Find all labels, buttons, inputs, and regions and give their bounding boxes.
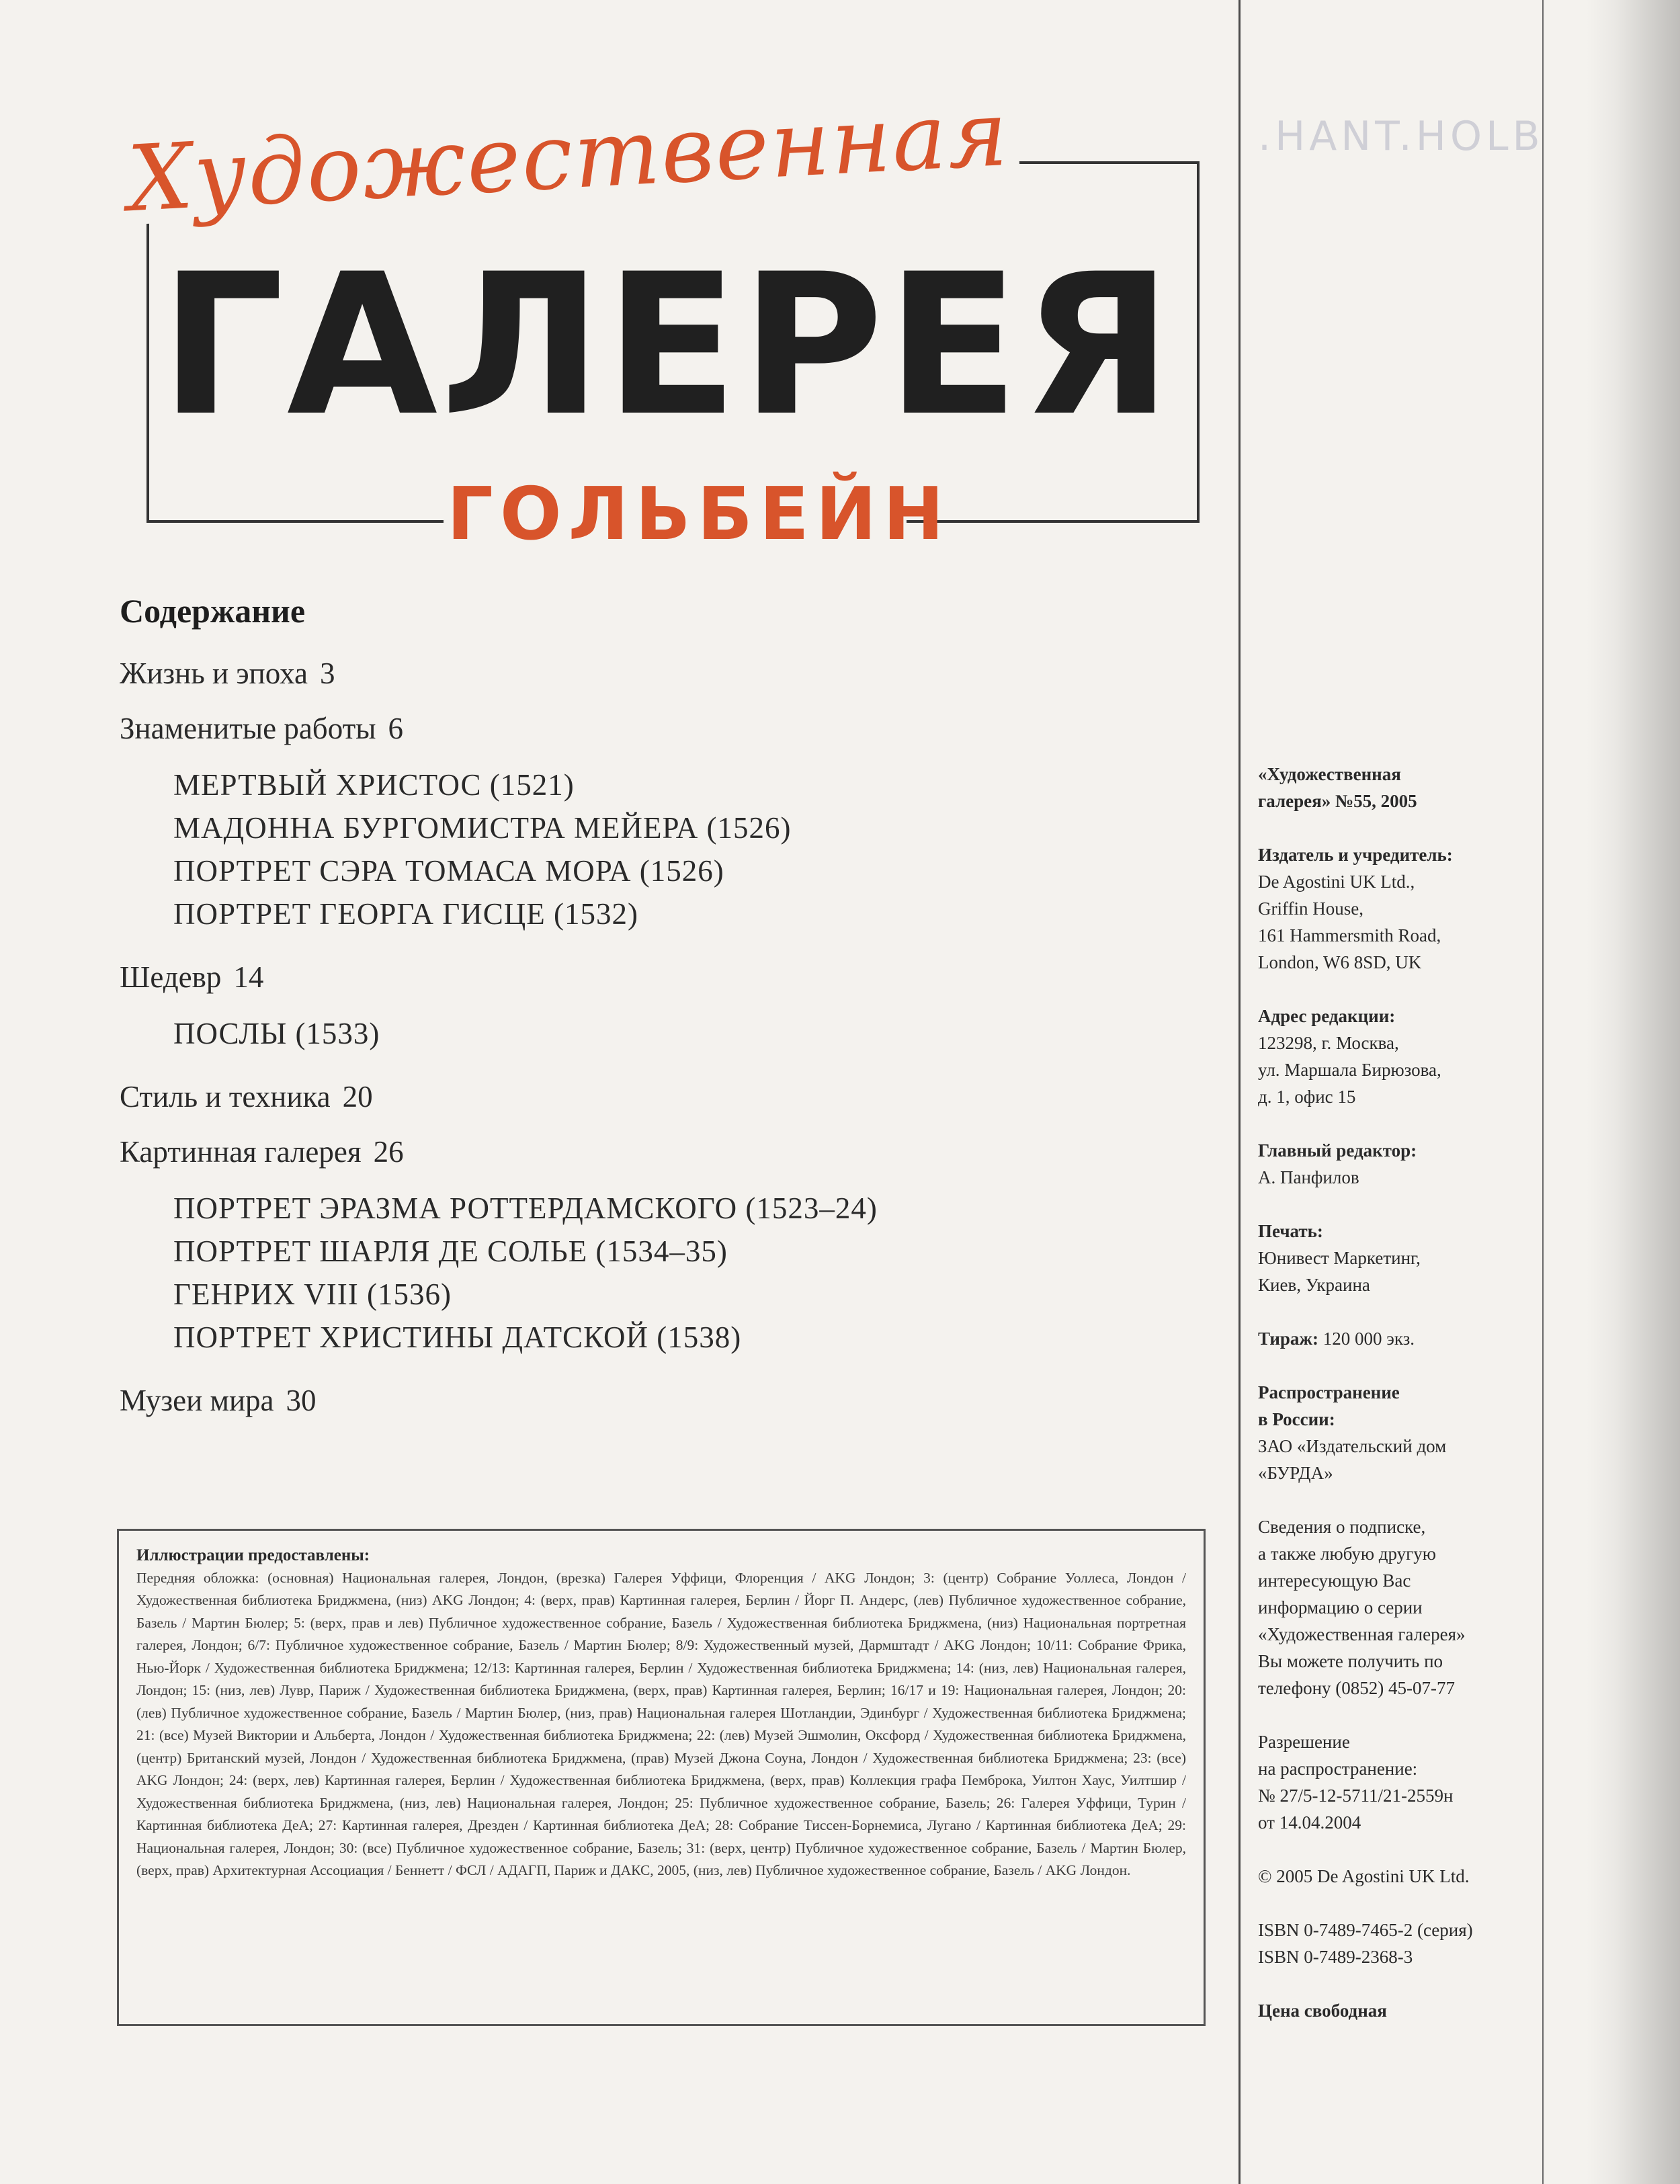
imprint-column bbox=[1258, 761, 1527, 2051]
work-title: ПОРТРЕТ ЭРАЗМА РОТТЕРДАМСКОГО (1523–24) bbox=[173, 1191, 878, 1225]
imprint-heading: Печать: bbox=[1258, 1221, 1323, 1241]
section-title: Картинная галерея bbox=[120, 1135, 362, 1169]
imprint-heading: в России: bbox=[1258, 1409, 1335, 1429]
imprint-block bbox=[1258, 1728, 1527, 1836]
imprint-line: Киев, Украина bbox=[1258, 1275, 1370, 1295]
section-page-number: 6 bbox=[388, 712, 404, 745]
imprint-line: De Agostini UK Ltd., bbox=[1258, 872, 1415, 892]
section-page-number: 30 bbox=[286, 1384, 317, 1417]
imprint-line: ISBN 0-7489-2368-3 bbox=[1258, 1947, 1413, 1967]
imprint-heading: Распространение bbox=[1258, 1382, 1400, 1402]
section-title: Знаменитые работы bbox=[120, 712, 376, 745]
imprint-line: информацию о серии bbox=[1258, 1597, 1423, 1618]
imprint-block bbox=[1258, 1997, 1527, 2024]
contents-section bbox=[120, 1383, 1168, 1418]
imprint-line: London, W6 8SD, UK bbox=[1258, 952, 1422, 972]
section-page-number: 14 bbox=[233, 960, 264, 994]
imprint-line: 161 Hammersmith Road, bbox=[1258, 925, 1441, 946]
imprint-block bbox=[1258, 1003, 1527, 1110]
contents-heading: Содержание bbox=[120, 592, 306, 630]
section-works bbox=[173, 1012, 1168, 1055]
imprint-block bbox=[1258, 761, 1527, 814]
imprint-line: Юнивест Маркетинг, bbox=[1258, 1248, 1421, 1268]
imprint-line: Разрешение bbox=[1258, 1732, 1350, 1752]
masthead-frame-bottom-left bbox=[146, 520, 444, 523]
credits-heading: Иллюстрации предоставлены: bbox=[136, 1546, 370, 1564]
contents-section bbox=[120, 1079, 1168, 1114]
imprint-line: телефону (0852) 45-07-77 bbox=[1258, 1678, 1455, 1698]
imprint-line: д. 1, офис 15 bbox=[1258, 1087, 1356, 1107]
masthead-frame-right bbox=[1197, 161, 1200, 523]
imprint-heading: «Художественная bbox=[1258, 764, 1401, 784]
imprint-line: ул. Маршала Бирюзова, bbox=[1258, 1060, 1441, 1080]
contents-section bbox=[120, 1134, 1168, 1169]
work-title: МЕРТВЫЙ ХРИСТОС (1521) bbox=[173, 768, 575, 802]
section-works bbox=[173, 763, 1168, 935]
work-title: ГЕНРИХ VIII (1536) bbox=[173, 1277, 452, 1311]
imprint-line: а также любую другую bbox=[1258, 1544, 1436, 1564]
section-page-number: 26 bbox=[373, 1135, 404, 1169]
imprint-line: от 14.04.2004 bbox=[1258, 1812, 1361, 1833]
section-works bbox=[173, 1187, 1168, 1359]
imprint-heading: галерея» №55, 2005 bbox=[1258, 791, 1417, 811]
imprint-line: интересующую Вас bbox=[1258, 1570, 1411, 1591]
library-stamp: .HANT.HOLB bbox=[1258, 113, 1544, 160]
section-title: Стиль и техника bbox=[120, 1080, 331, 1114]
section-page-number: 20 bbox=[342, 1080, 373, 1114]
imprint-block bbox=[1258, 1218, 1527, 1298]
imprint-heading: Тираж: 120 000 экз. bbox=[1258, 1329, 1415, 1349]
contents-section bbox=[120, 656, 1168, 691]
imprint-line: Вы можете получить по bbox=[1258, 1651, 1443, 1671]
column-divider bbox=[1238, 0, 1241, 2184]
work-title: ПОРТРЕТ СЭРА ТОМАСА МОРА (1526) bbox=[173, 854, 724, 888]
imprint-block bbox=[1258, 1379, 1527, 1486]
imprint-line: А. Панфилов bbox=[1258, 1167, 1359, 1187]
imprint-line: Griffin House, bbox=[1258, 898, 1363, 919]
contents-list bbox=[120, 656, 1168, 1418]
imprint-line: «БУРДА» bbox=[1258, 1463, 1333, 1483]
imprint-block bbox=[1258, 1513, 1527, 1702]
masthead-artist: ГОЛЬБЕЙН bbox=[447, 472, 951, 556]
section-title: Шедевр bbox=[120, 960, 222, 994]
illustration-credits bbox=[117, 1529, 1206, 2026]
section-title: Жизнь и эпоха bbox=[120, 657, 308, 690]
imprint-block bbox=[1258, 1137, 1527, 1191]
page-edge-line bbox=[1542, 0, 1544, 2184]
imprint-line: ISBN 0-7489-7465-2 (серия) bbox=[1258, 1920, 1473, 1940]
work-title: МАДОННА БУРГОМИСТРА МЕЙЕРА (1526) bbox=[173, 811, 792, 845]
imprint-inline-value: 120 000 экз. bbox=[1318, 1329, 1415, 1349]
credits-text: Передняя обложка: (основная) Национальная галерея, Лондон, (врезка) Галерея Уффици, Флоренция / AKG Лондон; 3: (центр) Собрание Уоллеса, Лондон / Художественная библиотека Бриджмена, (низ) AKG Лондон; 4: (верх, прав) Картинная галерея, Берлин / Йорг П. Андерс, (лев) Публичное художественное собрание, Базель / Мартин Бюлер; 5: (верх, прав и лев) Публичное художественное собрание, Базель / Художественная библиотека Бриджмена, (низ) Национальная портретная галерея, Лондон; 6/7: Публичное художественное собрание, Базель / Мартин Бюлер; 8/9: Художественный музей, Дармштадт / AKG Лондон; 10/11: Собрание Фрика, Нью-Йорк / Художественная библиотека Бриджмена; 12/13: Картинная галерея, Берлин / Художественная библиотека Бриджмена; 14: (низ, лев) Национальная галерея, Лондон; 15: (низ, лев) Лувр, Париж / Художественная библиотека Бриджмена, (верх, прав) Картинная галерея, Берлин; 16/17 и 19: Национальная галерея, Лондон; 20: (лев) Публичное художественное собрание, Базель / Мартин Бюлер, (низ, прав) Национальная галерея Шотландии, Эдинбург / Художественная библиотека Бриджмена; 21: (все) Музей Виктории и Альберта, Лондон / Художественная библиотека Бриджмена; 22: (лев) Музей Эшмолин, Оксфорд / Художественная библиотека Бриджмена, (центр) Британский музей, Лондон / Художественная библиотека Бриджмена, (прав) Музей Джона Соуна, Лондон / Художественная библиотека Бриджмена; 23: (все) AKG Лондон; 24: (верх, лев) Картинная галерея, Берлин / Художественная библиотека Бриджмена, (верх, прав) Коллекция графа Пемброка, Уилтон Хаус, Уилтшир / Художественная библиотека Бриджмена, (низ, лев) Национальная галерея, Лондон; 25: Публичное художественное собрание, Базель; 26: Галерея Уффици, Турин / Картинная библиотека ДеА; 27: Картинная галерея, Дрезден / Картинная библиотека ДеА; 28: Собрание Тиссен-Борнемиса, Лугано / Картинная библиотека ДеА; 29: Национальная галерея, Лондон; 30: (все) Публичное художественное собрание, Базель; 31: (верх, центр) Публичное художественное собрание, Базель / Мартин Бюлер, (верх, прав) Архитектурная Ассоциация / Беннетт / ФСЛ / АДАГП, Париж и ДАКС, 2005, (низ, лев) Публичное художественное собрание, Базель / AKG Лондон. bbox=[136, 1569, 1186, 1878]
imprint-line: © 2005 De Agostini UK Ltd. bbox=[1258, 1866, 1470, 1886]
work-title: ПОРТРЕТ ХРИСТИНЫ ДАТСКОЙ (1538) bbox=[173, 1320, 742, 1354]
table-of-contents bbox=[120, 591, 1168, 1438]
imprint-block bbox=[1258, 1917, 1527, 1970]
imprint-line: «Художественная галерея» bbox=[1258, 1624, 1466, 1644]
page-edge-shadow bbox=[1586, 0, 1680, 2184]
imprint-block bbox=[1258, 1863, 1527, 1890]
contents-section bbox=[120, 960, 1168, 995]
imprint-line: № 27/5-12-5711/21-2559н bbox=[1258, 1786, 1454, 1806]
imprint-heading: Цена свободная bbox=[1258, 2001, 1387, 2021]
contents-section bbox=[120, 711, 1168, 746]
imprint-line: 123298, г. Москва, bbox=[1258, 1033, 1399, 1053]
work-title: ПОСЛЫ (1533) bbox=[173, 1017, 380, 1050]
masthead-title: ГАЛЕРЕЯ bbox=[160, 233, 1175, 459]
imprint-heading: Адрес редакции: bbox=[1258, 1006, 1396, 1026]
imprint-line: Сведения о подписке, bbox=[1258, 1517, 1426, 1537]
imprint-heading: Издатель и учредитель: bbox=[1258, 845, 1453, 865]
imprint-block bbox=[1258, 1325, 1527, 1352]
imprint-block bbox=[1258, 841, 1527, 976]
imprint-line: на распространение: bbox=[1258, 1759, 1418, 1779]
section-title: Музеи мира bbox=[120, 1384, 274, 1417]
masthead-supertitle: Художественная bbox=[116, 87, 1021, 225]
work-title: ПОРТРЕТ ШАРЛЯ ДЕ СОЛЬЕ (1534–35) bbox=[173, 1234, 728, 1268]
imprint-heading: Главный редактор: bbox=[1258, 1140, 1417, 1161]
imprint-line: ЗАО «Издательский дом bbox=[1258, 1436, 1447, 1456]
work-title: ПОРТРЕТ ГЕОРГА ГИСЦЕ (1532) bbox=[173, 897, 638, 931]
section-page-number: 3 bbox=[320, 657, 335, 690]
